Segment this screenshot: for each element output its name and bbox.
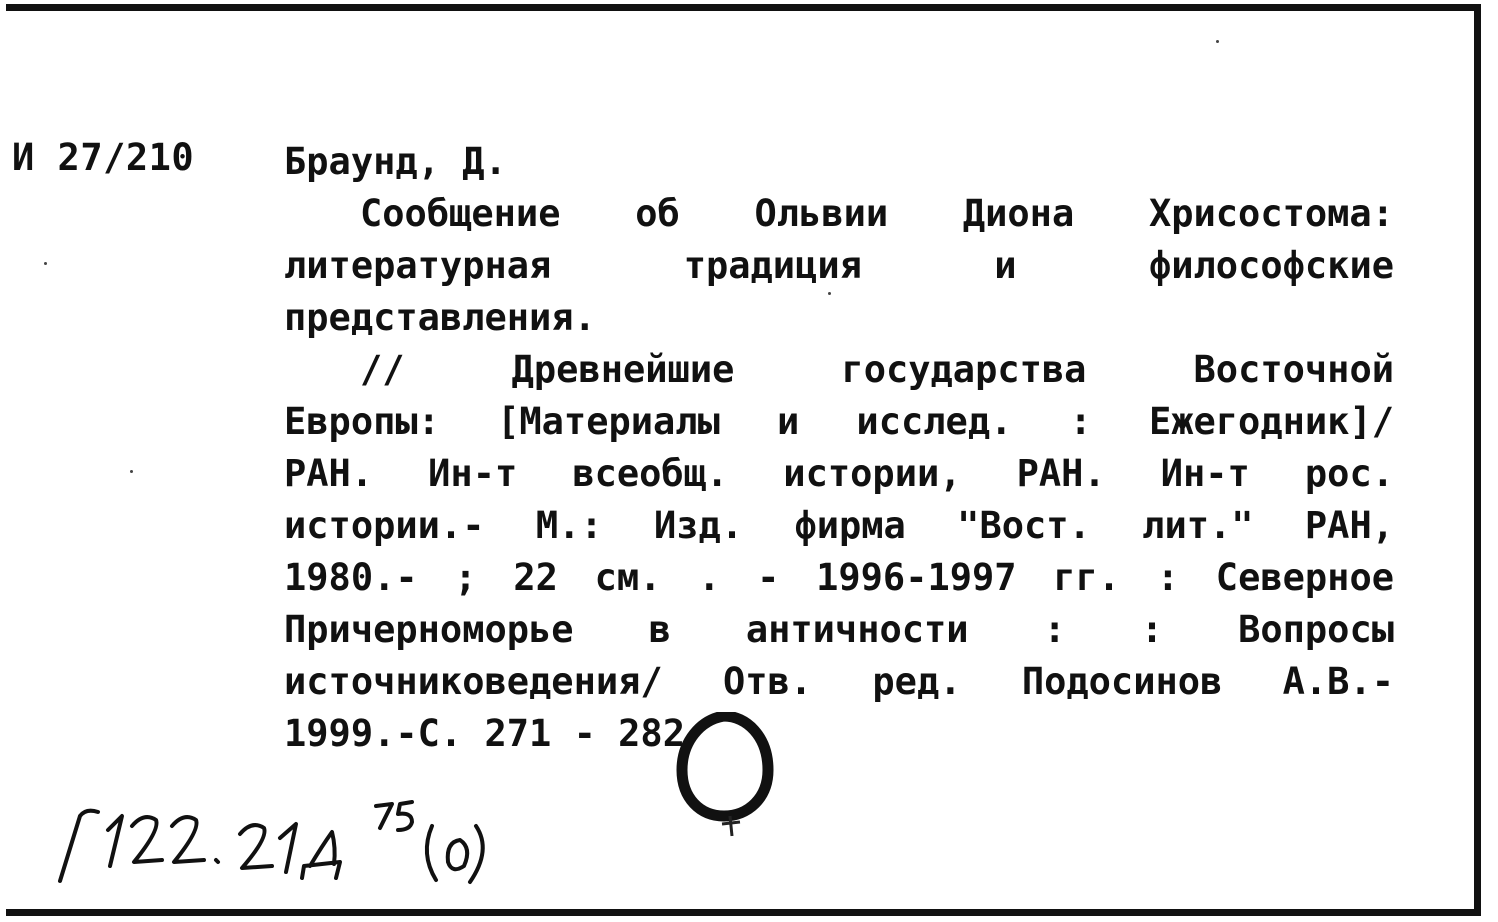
handwritten-call-number	[40, 786, 660, 906]
source-line-3: РАН. Ин-т всеобщ. истории, РАН. Ин-т рос.	[284, 452, 1394, 495]
source-line-2: Европы: [Материалы и исслед. : Ежегодник]/	[284, 400, 1394, 443]
scan-speck	[828, 292, 831, 295]
source-line-1: // Древнейшие государства Восточной	[360, 348, 1394, 391]
source-line-4: истории.- М.: Изд. фирма "Вост. лит." РАН,	[284, 504, 1394, 547]
title-line-3: представления.	[284, 296, 596, 339]
pages-line: 1999.-С. 271 - 282	[284, 712, 685, 755]
shelfmark: И 27/210	[12, 136, 195, 179]
bibliographic-entry	[284, 136, 1394, 760]
scan-speck	[1216, 40, 1219, 43]
scan-speck	[44, 262, 47, 265]
source-line-5: 1980.- ; 22 см. . - 1996-1997 гг. : Северное	[284, 556, 1394, 599]
source-line-7: источниковедения/ Отв. ред. Подосинов А.В.-	[284, 660, 1394, 703]
title-line-2: литературная традиция и философские	[284, 244, 1394, 287]
author-line: Браунд, Д.	[284, 140, 507, 183]
title-line-1: Сообщение об Ольвии Диона Хрисостома:	[360, 192, 1394, 235]
scan-speck	[130, 470, 133, 473]
source-line-6: Причерноморье в античности : : Вопросы	[284, 608, 1394, 651]
library-stamp	[668, 712, 778, 842]
